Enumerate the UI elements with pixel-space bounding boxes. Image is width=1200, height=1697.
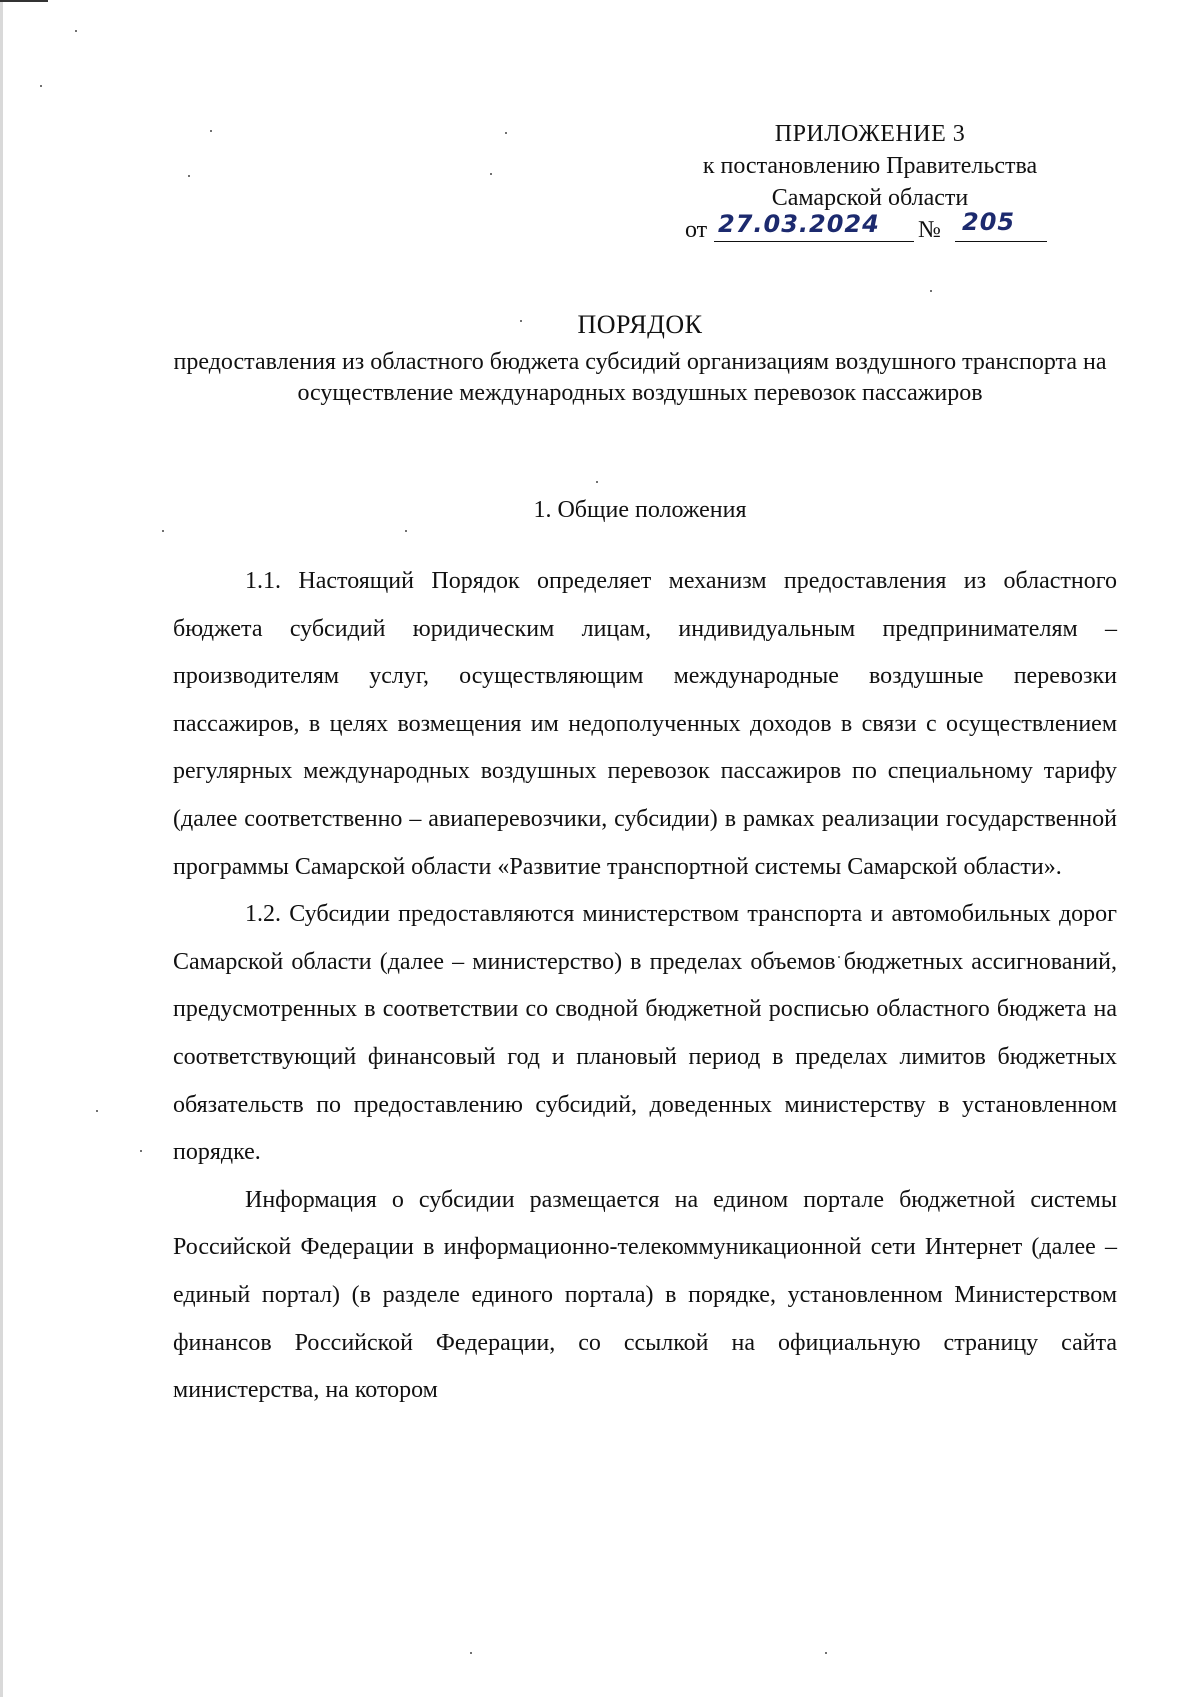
approval-header (640, 118, 1100, 248)
scan-speck (140, 1150, 142, 1152)
scan-speck (505, 132, 507, 134)
number-sign: № (918, 217, 941, 243)
scan-corner-mark (0, 0, 48, 2)
document-title: ПОРЯДОК (577, 310, 703, 339)
paragraph-1-1: 1.1. Настоящий Порядок определяет механизм предоставления из областного бюджета субсидий юридическим лицам, индивидуальным предпринимателям – производителям услуг, осуществляющим международные воздушные перевозки пассажиров, в целях возмещения им недополученных доходов в связи с осуществлением регулярных международных воздушных перевозок пассажиров по специальному тарифу (далее соответственно – авиаперевозчики, субсидии) в рамках реализации государственной программы Самарской области «Развитие транспортной системы Самарской области». (173, 568, 1117, 880)
document-subtitle: предоставления из областного бюджета субсидий организациям воздушного транспорта на осуществление международных воздушных перевозок пассажиров (173, 349, 1107, 406)
date-prefix: от (685, 217, 708, 243)
scan-speck (470, 1652, 472, 1654)
paragraph-1-2: 1.2. Субсидии предоставляются министерством транспорта и автомобильных дорог Самарской области (далее – министерство) в пределах объемов бюджетных ассигнований, предусмотренных в соответствии со сводной бюджетной росписью областного бюджета на соответствующий финансовый год и плановый период в пределах лимитов бюджетных обязательств по предоставлению субсидий, доведенных министерству в установленном порядке. (173, 901, 1117, 1166)
paragraph-information: Информация о субсидии размещается на едином портале бюджетной системы Российской Федерации в информационно-телекоммуникационной сети Интернет (далее – единый портал) (в разделе единого портала) в порядке, установленном Министерством финансов Российской Федерации, со ссылкой на официальную страницу сайта министерства, на котором (173, 1186, 1117, 1404)
scan-speck (188, 175, 190, 177)
scan-speck (490, 173, 492, 175)
resolution-reference: к постановлению Правительства (702, 153, 1038, 179)
section-heading: 1. Общие положения (533, 497, 747, 523)
appendix-label: ПРИЛОЖЕНИЕ 3 (774, 121, 966, 147)
scan-speck (210, 130, 212, 132)
handwritten-date: 27.03.2024 (718, 210, 880, 238)
region-name: Самарской области (771, 185, 969, 211)
scan-edge (0, 0, 3, 1697)
scan-speck (75, 30, 77, 32)
date-number-line (640, 208, 1100, 248)
document-body (173, 558, 1117, 1415)
scan-speck (405, 530, 407, 532)
scan-speck (96, 1110, 98, 1112)
scan-speck (162, 530, 164, 532)
number-underline (955, 241, 1047, 242)
handwritten-number: 205 (962, 208, 1016, 236)
scan-speck (930, 290, 932, 292)
scan-speck (40, 85, 42, 87)
scan-speck (825, 1652, 827, 1654)
date-underline (714, 241, 914, 242)
scan-speck (596, 481, 598, 483)
